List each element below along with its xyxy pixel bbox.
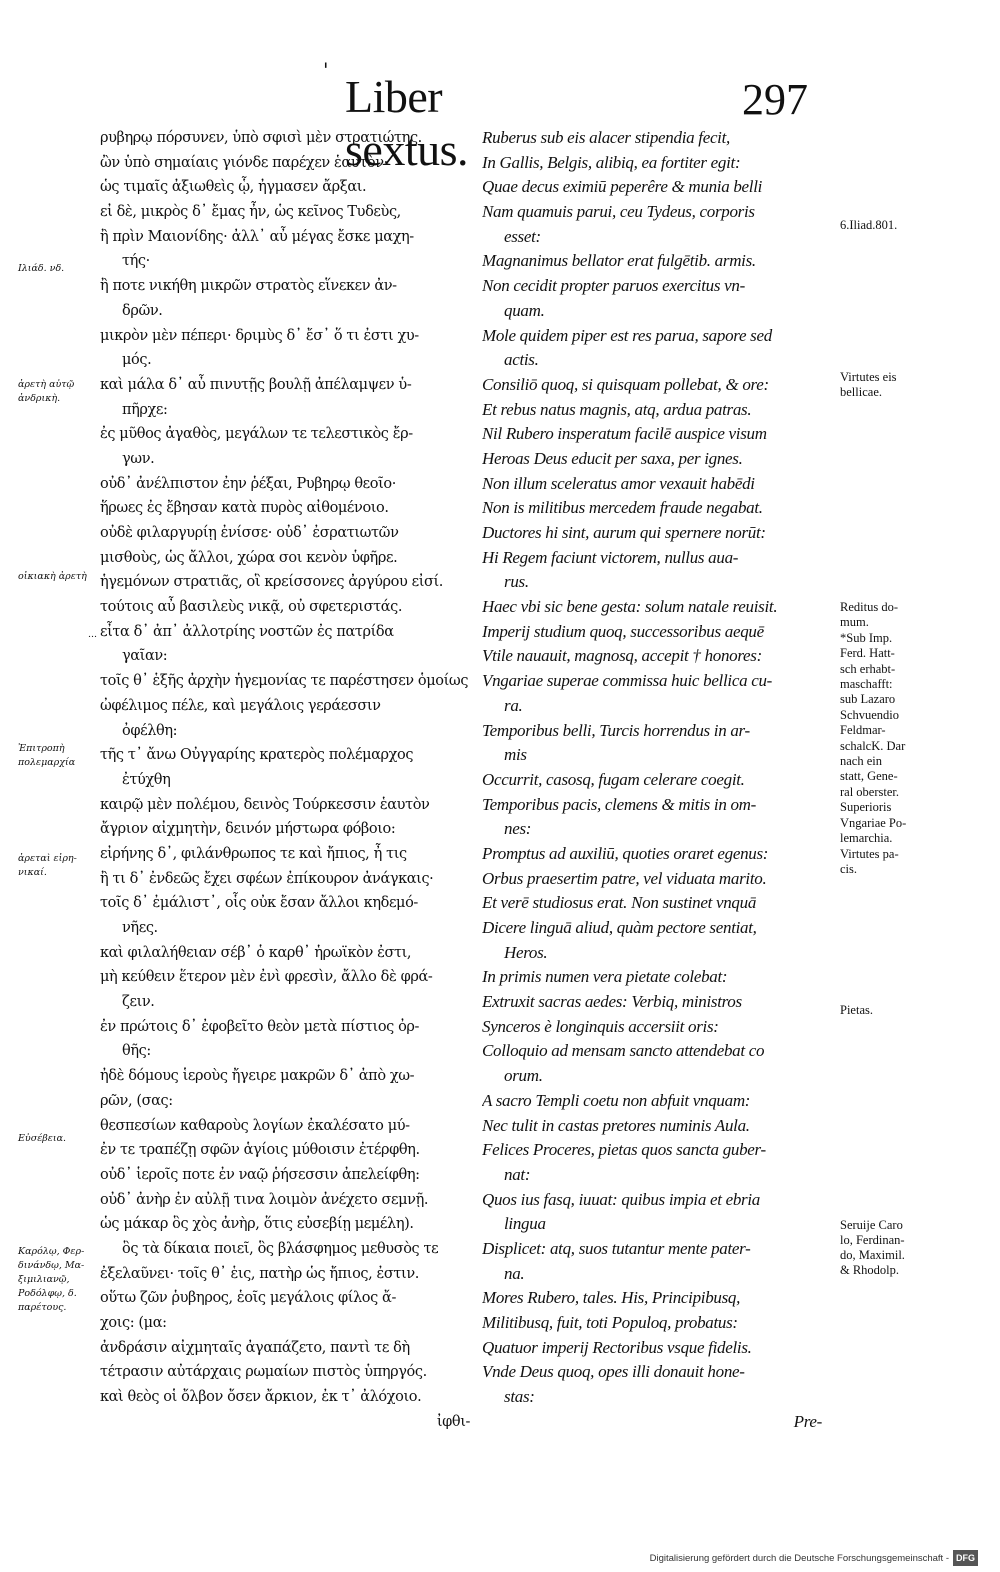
text-line: A sacro Templi coetu non abfuit vnquam: [482,1090,751,1110]
text-line: οὐδ᾽ ἀνὴρ ἐν αὐλῇ τινα λοιμὸν ἀνέχετο σεμνῇ. [100,1191,429,1208]
text-line: actis. [504,350,539,370]
text-line: Non cecidit propter paruos exercitus vn- [482,276,745,296]
text-line: na. [504,1263,525,1283]
text-line: Pre- [793,1411,822,1431]
note-line: Pietas. [840,1003,873,1017]
note-line: mum. [840,615,869,630]
text-line: Militibusq, fuit, toti Populoq, probatus: [482,1313,738,1332]
text-line: δρῶν. [122,302,163,319]
text-line: orum. [504,1066,543,1086]
text-line: καιρῷ μὲν πολέμου, δεινὸς Τούρκεσσιν ἑαυτὸν [100,796,430,813]
text-line: lingua [504,1214,546,1234]
note-line: ξιμιλιανῷ, [18,1274,70,1285]
note-line: statt, Gene- [840,769,898,784]
left-margin-note [18,742,100,770]
note-line: Feldmar- [840,723,886,738]
text-line: γαῖαν: [122,648,168,665]
text-line: εἶτα δ᾽ ἀπ᾽ ἀλλοτρίης νοστῶν ἐς πατρίδα [100,623,394,640]
note-line: Vngariae Po- [840,815,907,830]
text-line: καὶ μάλα δ᾽ αὖ πινυτῇς βουλῇ ἀπέλαμψεν ὑ- [100,376,412,393]
text-line: In primis numen vera pietate colebat: [482,967,728,987]
text-line: Temporibus pacis, clemens & mitis in om- [482,794,757,814]
text-line: καὶ φιλαλήθειαν σέβ᾽ ὁ καρθ᾽ ἡρωϊκὸν ἐστι, [100,944,412,961]
left-margin-note [18,570,100,584]
text-line: Et rebus natus magnis, atq, ardua patras. [482,399,752,419]
left-margin-note [18,852,100,880]
right-margin-note [840,600,960,877]
text-line: rus. [504,572,529,592]
text-line: Vnde Deus quoq, opes illi donauit hone- [482,1362,745,1382]
text-line: τής· [122,253,150,270]
text-line: Temporibus belli, Turcis horrendus in ar- [482,720,750,740]
text-line: τῆς τ᾽ ἄνω Οὐγγαρίης κρατερὸς πολέμαρχος [100,747,414,764]
note-line: bellicae. [840,385,882,399]
note-line: ral oberster. [840,784,900,799]
text-line: γων. [122,450,155,467]
footer-text: Digitalisierung gefördert durch die Deutsche Forschungsgemeinschaft - [649,1553,949,1564]
text-line: ζειν. [122,994,155,1011]
latin-text-column [482,126,832,1434]
note-line: νικαί. [18,867,47,878]
text-line: νῆες. [122,920,158,936]
text-line: χοις: (μα: [100,1315,167,1331]
text-line: Felices Proceres, pietas quos sancta guber- [482,1140,766,1160]
page-number: 297 [742,75,808,124]
dfg-logo: DFG [953,1550,978,1566]
left-margin-note [18,378,100,406]
text-line: ρυβηρῳ πόρσυνεν, ὑπὸ σφισὶ μὲν στρατιώτης. [100,130,422,146]
text-line: ἐτύχθη [122,771,171,788]
text-line: μὴ κεύθειν ἕτερον μὲν ἐνὶ φρεσὶν, ἄλλο δὲ φρά- [100,969,433,986]
note-line: *Sub Imp. [840,630,893,645]
note-line: ἀρεταὶ εἰρη- [18,853,77,864]
text-line: Heros. [504,942,548,962]
text-line: Synceros è longinquis accersiit oris: [482,1016,719,1036]
note-line: Ἐπιτροπὴ [18,743,65,754]
text-line: Displicet: atq, suos tutantur mente pater- [482,1238,751,1258]
note-line: δινάνδῳ, Μα- [18,1260,85,1271]
text-line: ὃς τὰ δίκαια ποιεῖ, ὃς βλάσφημος μεθυσὸς τε [122,1240,439,1257]
text-line: Mole quidem piper est res parua, sapore sed [482,325,772,345]
text-line: Quatuor imperij Rectoribus vsque fidelis. [482,1337,752,1357]
left-margin-note [18,262,100,276]
note-line: Εὐσέβεια. [18,1133,67,1144]
note-line: Ferd. Hatt- [840,646,895,661]
text-line: μισθοὺς, ὡς ἄλλοι, χώρα σοι κενὸν ὑφῆρε. [100,549,398,566]
text-line: ἡγεμόνων στρατιᾶς, οἳ κρείσσονες ἀργύρου εἰσί. [100,574,444,591]
note-line: Καρόλῳ, Φερ- [18,1246,85,1257]
note-line: do, Maximil. [840,1248,905,1262]
text-line: Ductores hi sint, aurum qui spernere norūt: [482,523,766,542]
right-margin-note [840,1218,960,1278]
text-line: Non is militibus mercedem fraude negabat. [482,498,763,518]
text-line: nes: [504,819,532,839]
note-line: sch erhabt- [840,661,896,676]
text-line: Haec vbi sic bene gesta: solum natale reuisit. [482,597,778,617]
text-line: Extruxit sacras aedes: Verbiq, ministros [482,992,742,1012]
text-line: ὡς τιμαῖς ἀξιωθεὶς ᾧ, ἠγμασεν ἄρξαι. [100,179,367,196]
note-line: Ροδόλφῳ, δ. [18,1288,77,1299]
text-line: τέτρασιν αὐτάρχαις ρωμαίων πιστὸς ὑπηργός. [100,1364,427,1381]
text-line: καὶ θεὸς οἱ ὄλβον ὄσεν ἄρκιον, ἐκ τ᾽ ἀλόχοιο. [100,1389,422,1406]
text-line: ἄγριον αἰχμητὴν, δεινόν μήστωρα φόβοιο: [100,821,396,838]
text-line: mis [504,745,527,765]
note-line: & Rhodolp. [840,1263,900,1277]
text-line: ἠδὲ δόμους ἱεροὺς ἤγειρε μακρῶν δ᾽ ἀπὸ χω- [100,1068,415,1085]
text-line: Mores Rubero, tales. His, Principibusq, [482,1288,741,1308]
text-line: πῆρχε: [122,401,168,418]
greek-text-column [100,126,478,1434]
note-line: Schvuendio [840,707,900,722]
note-line: nach ein [840,754,882,769]
text-line: ἢ πρὶν Μαιονίδης· ἀλλ᾽ αὖ μέγας ἔσκε μαχη- [100,228,414,245]
text-line: ἀνδράσιν αἰχμηταῖς ἀγαπάζετο, παντὶ τε δὴ [100,1339,410,1356]
text-line: ἐν πρώτοις δ᾽ ἐφοβεῖτο θεὸν μετὰ πίστιος ὀρ- [100,1018,420,1035]
text-line: μικρὸν μὲν πέπερι· δριμὺς δ᾽ ἔσ᾽ ὅ τι ἐστι χυ- [100,327,419,344]
text-line: ra. [504,695,523,715]
text-line: θεσπεσίων καθαροὺς λογίων ἐκαλέσατο μύ- [100,1117,410,1134]
text-line: Magnanimus bellator erat fulgētib. armis. [482,251,756,271]
note-line: ἀνδρικὴ. [18,393,61,404]
text-line: θῆς: [122,1043,151,1060]
note-line: maschafft: [840,677,893,692]
text-line: ὢν ὑπὸ σημαίαις γιόνδε παρέχεν ἑαυτὸν· [100,154,388,171]
text-line: τούτοις αὖ βασιλεὺς νικᾷ, οὐ σφετεριστάς. [100,599,403,616]
note-line: Reditus do- [840,600,898,614]
right-margin-note [840,1003,960,1018]
text-line: ἐξελαῦνει· τοῖς θ᾽ ἑις, πατὴρ ὡς ἤπιος, ἐστιν. [100,1265,419,1282]
digitization-credit [650,1550,978,1566]
text-line: Nec tulit in castas pretores numinis Aula. [482,1115,750,1135]
left-margin-note [88,628,170,642]
text-line: Promptus ad auxiliū, quoties oraret egenus: [482,843,769,863]
text-line: οὐδὲ φιλαργυρίῃ ἐνίσσε· οὐδ᾽ ἐσρατιωτῶν [100,525,399,541]
text-line: Ruberus sub eis alacer stipendia fecit, [482,128,730,147]
note-line: Seruije Caro [840,1218,903,1232]
left-margin-note [18,1132,100,1146]
text-line: ὀφέλθη: [122,722,178,739]
text-line: Nam quamuis parui, ceu Tydeus, corporis [482,202,755,222]
text-line: ἰφθι- [436,1413,470,1430]
text-line: ὠφέλιμος πέλε, καὶ μεγάλοις γεράεσσιν [100,697,381,714]
text-line: Dicere linguā aliud, quàm pectore sentiat, [482,918,757,937]
text-line: ρῶν, (σας: [100,1092,173,1109]
text-line: Heroas Deus educit per saxa, per ignes. [482,448,743,468]
text-line: Occurrit, casosq, fugam celerare coegit. [482,769,745,789]
note-line: schalcK. Dar [840,738,906,753]
note-line: cis. [840,861,858,876]
note-line: 6.Iliad.801. [840,218,898,232]
note-line: πολεμαρχία [18,757,76,768]
text-line: Nil Rubero insperatum facilē auspice visum [482,424,767,444]
text-line: In Gallis, Belgis, alibiq, ea fortiter egit: [482,152,741,172]
stray-mark: ' [323,58,329,82]
text-line: εἰ δὲ, μικρὸς δ᾽ ἔμας ἦν, ὡς κεῖνος Τυδεὺς, [100,204,401,221]
note-line: οἰκιακὴ ἀρετὴ [18,571,87,582]
text-line: Non illum sceleratus amor vexauit habēdi [482,473,755,493]
note-line: παρέτους. [18,1302,67,1313]
text-line: Vtile nauauit, magnosq, accepit † honores: [482,646,762,666]
text-line: quam. [504,300,545,320]
note-line: Ιλιάδ. νδ. [18,263,65,274]
text-line: τοῖς δ᾽ ἐμάλιστ᾽, οἷς οὐκ ἔσαν ἄλλοι κηδεμό- [100,895,418,912]
text-line: Quos ius fasq, iuuat: quibus impia et ebria [482,1189,760,1209]
note-line: Superioris [840,800,892,815]
text-line: ἐς μῦθος ἀγαθὸς, μεγάλων τε τελεστικὸς ἔρ- [100,426,413,443]
text-line: Consiliō quoq, si quisquam pollebat, & ore: [482,374,769,394]
note-line: sub Lazaro [840,692,896,707]
text-line: stas: [504,1387,535,1407]
text-line: Imperij studium quoq, successoribus aequē [482,621,764,641]
text-line: ἥρωες ἐς ἔβησαν κατὰ πυρὸς αἰθομένοιο. [100,500,389,517]
text-line: ἐν τε τραπέζῃ σφῶν ἁγίοις μύθοισιν ἐτέρφθη. [100,1142,420,1159]
text-line: οὐδ᾽ ἱεροῖς ποτε ἐν ναῷ ῥήσεσσιν ἀπελείφθη: [100,1166,420,1183]
right-margin-note [840,370,960,400]
note-line: Virtutes pa- [840,846,899,861]
running-title: Liber sextus. [345,71,468,175]
right-margin-note [840,218,960,233]
text-line: ἢ τι δ᾽ ἐνδεῶς ἔχει σφέων ἐπίκουρον ἀνάγκαις· [100,870,434,887]
note-line: lo, Ferdinan- [840,1233,905,1247]
text-line: Colloquio ad mensam sancto attendebat co [482,1041,765,1061]
note-line: lemarchia. [840,831,893,846]
note-line: Virtutes eis [840,370,897,384]
note-line: ἀρετὴ αὐτῷ [18,379,75,390]
note-line: ... [88,629,98,640]
text-line: ἢ ποτε νικήθη μικρῶν στρατὸς εἵνεκεν ἀν- [100,278,397,295]
left-margin-note [18,1245,100,1315]
text-line: Quae decus eximiū peperêre & munia belli [482,177,763,197]
text-line: μός. [122,352,152,369]
text-line: οὕτω ζῶν ῥυβηρος, ἑοῖς μεγάλοις φίλος ἄ- [100,1290,396,1307]
text-line: τοῖς θ᾽ ἑξῆς ἀρχὴν ἡγεμονίας τε παρέστησεν ὁμοίως [100,673,469,690]
text-line: esset: [504,226,541,246]
text-line: Hi Regem faciunt victorem, nullus aua- [482,547,739,567]
text-line: οὐδ᾽ ἀνέλπιστον ἐην ῥέξαι, Ρυβηρῳ θεοῖο· [100,475,396,492]
text-line: Et verē studiosus erat. Non sustinet vnquā [482,893,757,913]
text-line: εἰρήνης δ᾽, φιλάνθρωπος τε καὶ ἤπιος, ἦ τις [100,845,407,862]
text-line: Vngariae superae commissa huic bellica cu- [482,671,773,691]
text-line: ὡς μάκαρ ὃς χὸς ἀνὴρ, ὅτις εὐσεβίῃ μεμέλη). [100,1216,414,1233]
text-line: nat: [504,1164,531,1184]
text-line: Orbus praesertim patre, vel viduata marito. [482,868,767,888]
